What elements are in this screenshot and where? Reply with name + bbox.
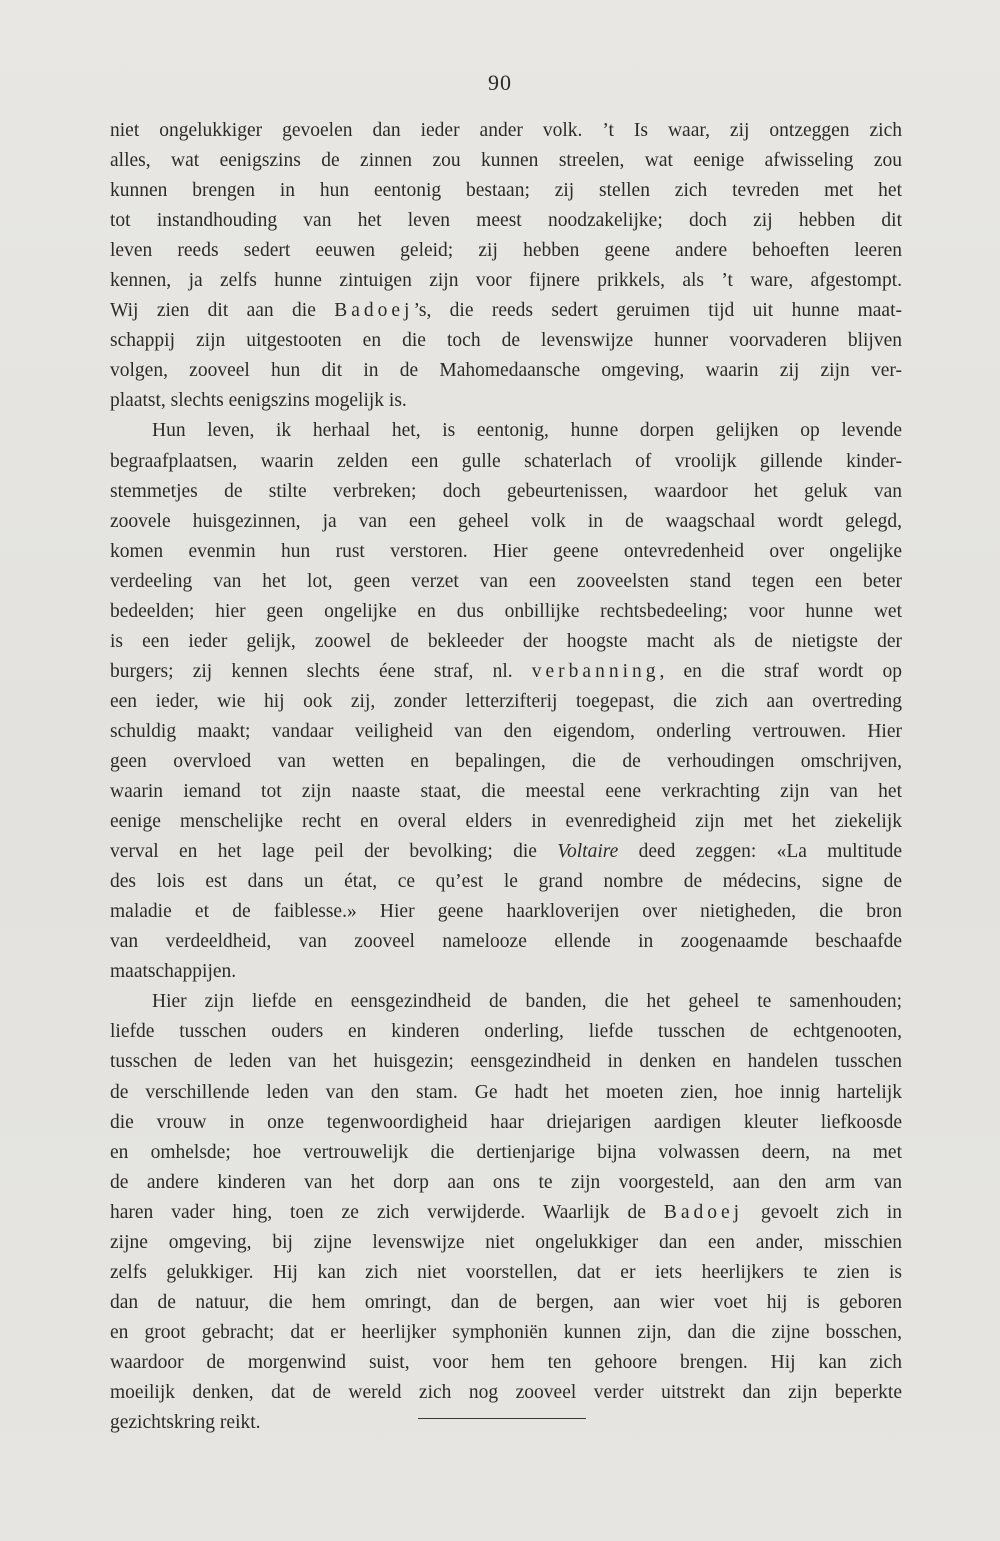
text-line: schappij zijn uitgestooten en die toch de levenswijze hunner voorvaderen blijven — [110, 330, 902, 352]
text-line: gezichtskring reikt. — [110, 1412, 261, 1434]
text-line: des lois est dans un état, ce qu’est le grand nombre de médecins, signe de — [110, 871, 902, 893]
end-rule — [418, 1418, 586, 1419]
text-line: maladie et de faiblesse.» Hier geene haarkloverijen over nietigheden, die bron — [110, 901, 902, 923]
text-line: moeilijk denken, dat de wereld zich nog zooveel verder uitstrekt dan zijn beperkte — [110, 1381, 902, 1403]
text-line: bedeelden; hier geen ongelijke en dus onbillijke rechtsbedeeling; voor hunne wet — [110, 600, 902, 622]
text-line: zijne omgeving, bij zijne levenswijze niet ongelukkiger dan een ander, misschien — [110, 1231, 902, 1253]
text-line: zoovele huisgezinnen, ja van een geheel volk in de waagschaal wordt gelegd, — [110, 510, 902, 532]
text-line: leven reeds sedert eeuwen geleid; zij hebben geene andere behoeften leeren — [110, 240, 902, 262]
text-line: geen overvloed van wetten en bepalingen, die de verhoudingen omschrijven, — [110, 750, 902, 772]
text-line: dan de natuur, die hem omringt, dan de bergen, aan wier voet hij is geboren — [110, 1291, 902, 1313]
text-line: en groot gebracht; dat er heerlijker symphoniën kunnen zijn, dan die zijne bosschen, — [110, 1321, 902, 1343]
page-number: 90 — [488, 70, 512, 95]
paragraph — [110, 116, 902, 416]
body-text — [110, 116, 902, 1438]
text-line: tot instandhouding van het leven meest noodzakelijke; doch zij hebben dit — [110, 210, 902, 232]
text-line: komen evenmin hun rust verstoren. Hier geene ontevredenheid over ongelijke — [110, 540, 902, 562]
paragraph — [110, 987, 902, 1438]
text-line: een ieder, wie hij ook zij, zonder letterzifterij toegepast, die zich aan overtreding — [110, 690, 902, 712]
text-line: begraafplaatsen, waarin zelden een gulle schaterlach of vroolijk gillende kinder- — [110, 450, 902, 472]
text-line: stemmetjes de stilte verbreken; doch gebeurtenissen, waardoor het geluk van — [110, 480, 902, 502]
text-line: plaatst, slechts eenigszins mogelijk is. — [110, 390, 407, 412]
text-line: kunnen brengen in hun eentonig bestaan; zij stellen zich tevreden met het — [110, 180, 902, 202]
text-line: van verdeeldheid, van zooveel namelooze ellende in zoogenaamde beschaafde — [110, 931, 902, 953]
text-line: Hier zijn liefde en eensgezindheid de banden, die het geheel te samenhouden; — [152, 991, 902, 1013]
text-line: waardoor de morgenwind suist, voor hem ten gehoore brengen. Hij kan zich — [110, 1351, 902, 1373]
text-line: kennen, ja zelfs hunne zintuigen zijn voor fijnere prikkels, als ’t ware, afgestompt. — [110, 270, 902, 292]
text-line: alles, wat eenigszins de zinnen zou kunnen streelen, wat eenige afwisseling zou — [110, 150, 902, 172]
text-line: verval en het lage peil der bevolking; die Voltaire deed zeggen: «La multitude — [110, 841, 902, 863]
text-line: Wij zien dit aan die Badoej’s, die reeds sedert geruimen tijd uit hunne maat- — [110, 300, 902, 322]
text-line: Hun leven, ik herhaal het, is eentonig, hunne dorpen gelijken op levende — [152, 420, 902, 442]
text-line: verdeeling van het lot, geen verzet van een zooveelsten stand tegen een beter — [110, 570, 902, 592]
text-line: burgers; zij kennen slechts éene straf, nl. verbanning, en die straf wordt op — [110, 660, 903, 682]
paragraph — [110, 416, 902, 987]
text-line: tusschen de leden van het huisgezin; eensgezindheid in denken en handelen tusschen — [110, 1051, 902, 1073]
text-line: de andere kinderen van het dorp aan ons te zijn voorgesteld, aan den arm van — [110, 1171, 902, 1193]
text-line: volgen, zooveel hun dit in de Mahomedaansche omgeving, waarin zij zijn ver- — [110, 360, 902, 382]
text-line: zelfs gelukkiger. Hij kan zich niet voorstellen, dat er iets heerlijkers te zien is — [110, 1261, 902, 1283]
text-line: haren vader hing, toen ze zich verwijderde. Waarlijk de Badoej gevoelt zich in — [110, 1201, 902, 1223]
text-line: waarin iemand tot zijn naaste staat, die meestal eene verkrachting zijn van het — [110, 781, 902, 803]
text-line: en omhelsde; hoe vertrouwelijk die dertienjarige bijna volwassen deern, na met — [110, 1141, 902, 1163]
text-line: is een ieder gelijk, zoowel de bekleeder der hoogste macht als de nietigste der — [110, 630, 902, 652]
text-line: maatschappijen. — [110, 961, 237, 983]
text-line: niet ongelukkiger gevoelen dan ieder ander volk. ’t Is waar, zij ontzeggen zich — [110, 120, 902, 141]
text-line: die vrouw in onze tegenwoordigheid haar driejarigen aardigen kleuter liefkoosde — [110, 1111, 902, 1133]
text-line: de verschillende leden van den stam. Ge hadt het moeten zien, hoe innig hartelijk — [110, 1081, 902, 1103]
text-line: liefde tusschen ouders en kinderen onderling, liefde tusschen de echtgenooten, — [110, 1021, 902, 1043]
text-line: eenige menschelijke recht en overal elders in evenredigheid zijn met het ziekelijk — [110, 811, 902, 833]
text-line: schuldig maakt; vandaar veiligheid van den eigendom, onderling vertrouwen. Hier — [110, 720, 902, 742]
